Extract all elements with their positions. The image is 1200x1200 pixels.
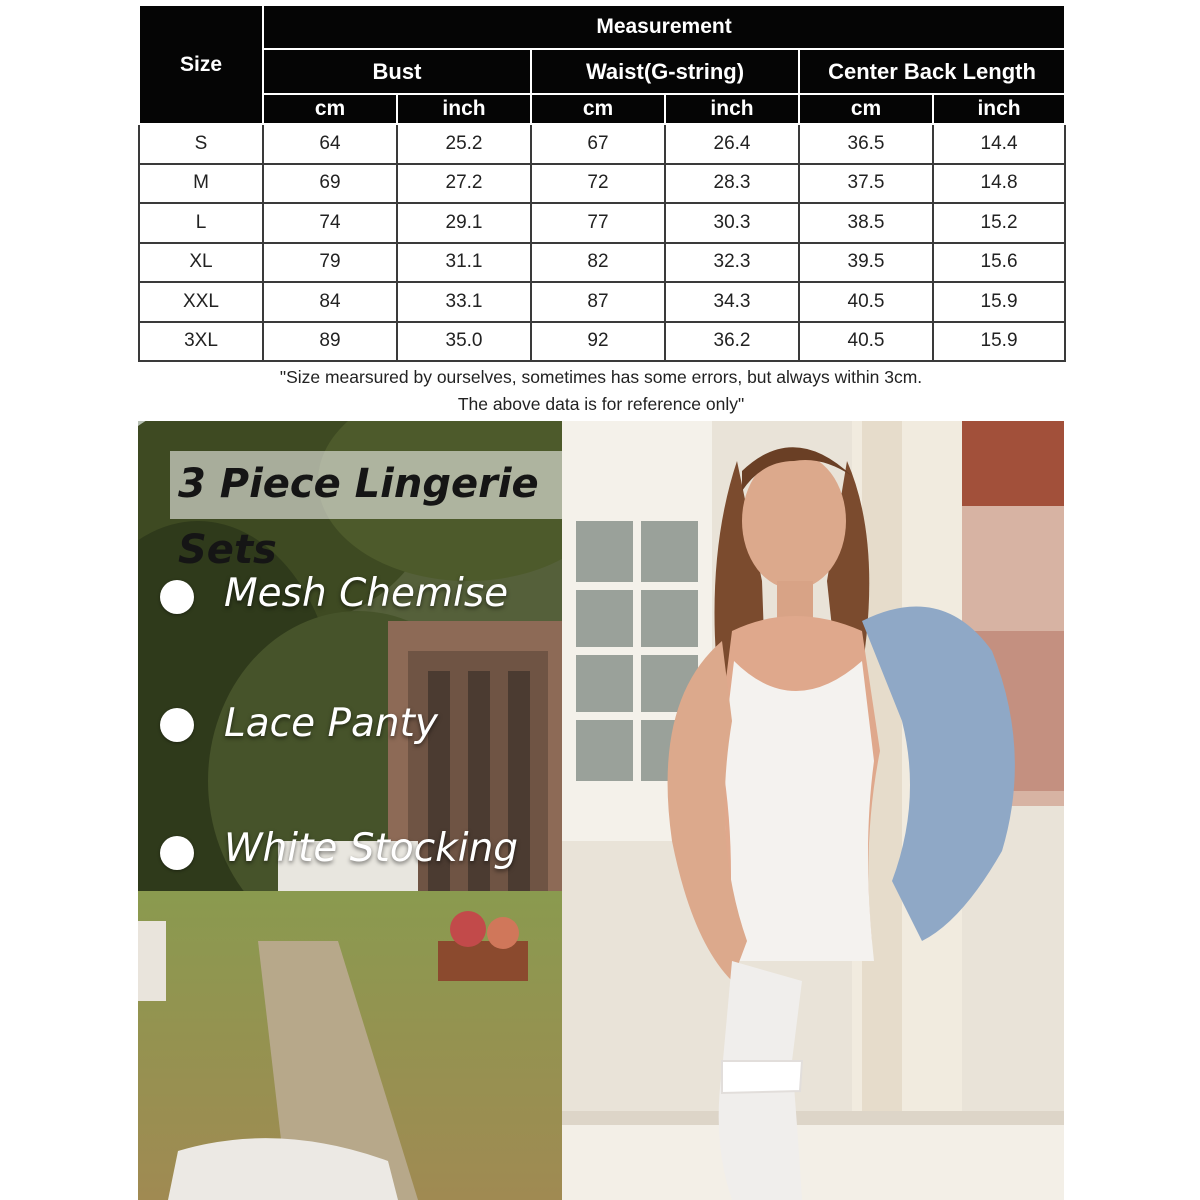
unit-header: inch (665, 94, 799, 124)
size-cell: XXL (139, 282, 263, 322)
size-cell: L (139, 203, 263, 243)
size-chart-table (138, 4, 1066, 362)
measurement-header: Measurement (263, 5, 1065, 49)
measurement-note-line-2: The above data is for reference only" (457, 394, 745, 414)
waist-inch-cell: 36.2 (665, 322, 799, 362)
bullet-icon (160, 580, 194, 614)
model-photo (562, 421, 1064, 1200)
back-length-cm-cell: 39.5 (799, 243, 933, 283)
bust-cm-cell: 79 (263, 243, 397, 283)
back-length-cm-cell: 38.5 (799, 203, 933, 243)
back-length-inch-cell: 14.8 (933, 164, 1065, 204)
size-cell: S (139, 124, 263, 164)
garden-background-photo (138, 421, 562, 1200)
waist-inch-cell: 32.3 (665, 243, 799, 283)
size-header: Size (139, 5, 263, 124)
table-row (139, 203, 1065, 243)
measurement-note-line-1: "Size mearsured by ourselves, sometimes has some errors, but always within 3cm. (279, 367, 923, 387)
bust-inch-cell: 33.1 (397, 282, 531, 322)
waist-inch-cell: 26.4 (665, 124, 799, 164)
product-headline: 3 Piece Lingerie Sets (170, 451, 562, 519)
bullet-icon (160, 836, 194, 870)
back-length-inch-cell: 15.9 (933, 322, 1065, 362)
waist-inch-cell: 34.3 (665, 282, 799, 322)
size-cell: M (139, 164, 263, 204)
bust-cm-cell: 89 (263, 322, 397, 362)
waist-cm-cell: 82 (531, 243, 665, 283)
feature-white-stocking: White Stocking (224, 826, 519, 871)
bust-cm-cell: 84 (263, 282, 397, 322)
back-length-inch-cell: 15.6 (933, 243, 1065, 283)
back-length-inch-cell: 15.9 (933, 282, 1065, 322)
bust-cm-cell: 64 (263, 124, 397, 164)
back-length-cm-cell: 40.5 (799, 282, 933, 322)
unit-header: inch (933, 94, 1065, 124)
waist-inch-cell: 30.3 (665, 203, 799, 243)
feature-mesh-chemise: Mesh Chemise (224, 571, 509, 616)
back-length-cm-cell: 40.5 (799, 322, 933, 362)
waist-cm-cell: 92 (531, 322, 665, 362)
bust-cm-cell: 69 (263, 164, 397, 204)
back-length-inch-cell: 15.2 (933, 203, 1065, 243)
center-back-length-header: Center Back Length (799, 49, 1065, 94)
back-length-inch-cell: 14.4 (933, 124, 1065, 164)
unit-header: cm (263, 94, 397, 124)
waist-cm-cell: 72 (531, 164, 665, 204)
table-row (139, 322, 1065, 362)
waist-header: Waist(G-string) (531, 49, 799, 94)
waist-cm-cell: 87 (531, 282, 665, 322)
unit-header: inch (397, 94, 531, 124)
table-row (139, 243, 1065, 283)
bust-inch-cell: 35.0 (397, 322, 531, 362)
bust-cm-cell: 74 (263, 203, 397, 243)
bust-inch-cell: 31.1 (397, 243, 531, 283)
feature-lace-panty: Lace Panty (224, 701, 438, 746)
waist-cm-cell: 67 (531, 124, 665, 164)
bust-inch-cell: 25.2 (397, 124, 531, 164)
size-cell: 3XL (139, 322, 263, 362)
back-length-cm-cell: 37.5 (799, 164, 933, 204)
bullet-icon (160, 708, 194, 742)
back-length-cm-cell: 36.5 (799, 124, 933, 164)
table-row (139, 124, 1065, 164)
table-row (139, 164, 1065, 204)
waist-inch-cell: 28.3 (665, 164, 799, 204)
waist-cm-cell: 77 (531, 203, 665, 243)
bust-inch-cell: 27.2 (397, 164, 531, 204)
table-row (139, 282, 1065, 322)
product-photo-panel (138, 421, 1064, 1200)
bust-inch-cell: 29.1 (397, 203, 531, 243)
unit-header: cm (799, 94, 933, 124)
size-cell: XL (139, 243, 263, 283)
unit-header: cm (531, 94, 665, 124)
bust-header: Bust (263, 49, 531, 94)
model-in-lingerie-illustration (562, 421, 1064, 1200)
